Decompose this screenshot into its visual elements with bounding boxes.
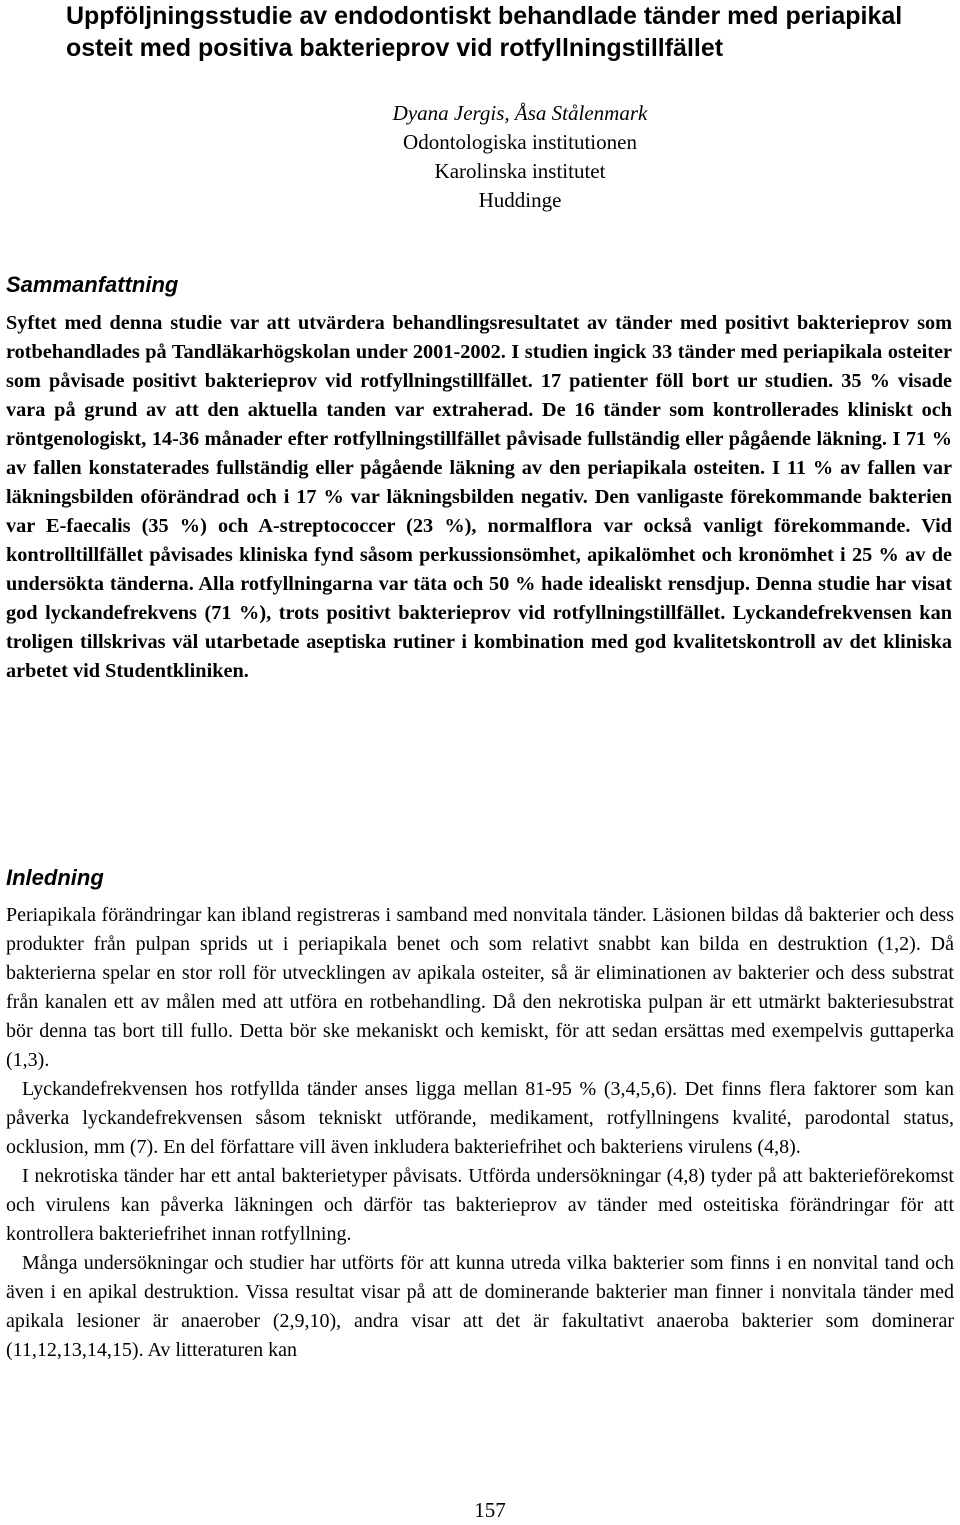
author-names: Dyana Jergis, Åsa Stålenmark [392,101,648,125]
summary-heading: Sammanfattning [6,272,179,297]
paper-title: Uppföljningsstudie av endodontiskt behandlade tänder med periapikal osteit med positiva bakterieprov vid rotfyllningstillfället [66,2,903,62]
introduction-paragraph-3: I nekrotiska tänder har ett antal bakterietyper påvisats. Utförda undersökningar (4,8) tyder på att bakterieförekomst och virulens kan påverka läkningen och därför tas bakterieprov av tänder med osteitiska förändringar för att kontrollera bakteriefrihet innan rotfyllning. [6,1165,954,1245]
author-department: Odontologiska institutionen [403,130,637,154]
introduction-paragraph-1: Periapikala förändringar kan ibland registreras i samband med nonvitala tänder. Läsionen bildas då bakterier och dess produkter från pulpan sprids ut i periapikala benet och som relativt snabbt kan bilda en destruktion (1,2). Då bakterierna spelar en stor roll för utvecklingen av apikala osteiter, så är eliminationen av bakterier och dess substrat från kanalen ett av målen med att utföra en rotbehandling. Då den nekrotiska pulpan är ett utmärkt bakteriesubstrat bör denna tas bort till fullo. Detta bör ske mekaniskt och kemiskt, för att sedan ersättas med exempelvis guttaperka (1,3). [6,904,954,1071]
introduction-heading: Inledning [6,865,104,890]
author-location: Huddinge [478,188,562,212]
page-number: 157 [474,1498,506,1522]
summary-text: Syftet med denna studie var att utvärdera behandlingsresultatet av tänder med positivt bakterieprov som rotbehandlades på Tandläkarhögskolan under 2001-2002. I studien ingick 33 tänder med periapikala osteiter som påvisade positivt bakterieprov vid rotfyllningstillfället. 17 patienter föll bort ur studien. 35 % visade vara på grund av att den aktuella tanden var extraherad. De 16 tänder som kontrollerades kliniskt och röntgenologiskt, 14-36 månader efter rotfyllningstillfället påvisade fullständig eller pågående läkning. I 71 % av fallen konstaterades fullständig eller pågående läkning av den periapikala osteiten. I 11 % av fallen var läkningsbilden oförändrad och i 17 % var läkningsbilden negativ. Den vanligaste förekommande bakterien var E-faecalis (35 %) och A-streptococcer (23 %), normalflora var också vanligt förekommande. Vid kontrolltillfället påvisades kliniska fynd såsom perkussionsömhet, apikalömhet och kronömhet i 25 % av de undersökta tänderna. Alla rotfyllningarna var täta och 50 % hade idealiskt rensdjup. Denna studie har visat god lyckandefrekvens (71 %), trots positivt bakterieprov vid rotfyllningstillfället. Lyckandefrekvensen kan troligen tillskrivas väl utarbetade aseptiska rutiner i kombination med god kvalitetskontroll av det kliniska arbetet vid Studentkliniken. [6,312,952,682]
author-institute: Karolinska institutet [434,159,606,183]
author-block [0,99,960,215]
introduction-paragraph-2: Lyckandefrekvensen hos rotfyllda tänder anses ligga mellan 81-95 % (3,4,5,6). Det finns flera faktorer som kan påverka lyckandefrekvensen såsom tekniskt utförande, medikament, rotfyllningens kvalité, parodontal status, ocklusion, mm (7). En del författare vill även inkludera bakteriefrihet och bakteriens virulens (4,8). [6,1078,954,1158]
introduction-paragraph-4: Många undersökningar och studier har utförts för att kunna utreda vilka bakterier som finns i en nonvital tand och även i en apikal destruktion. Vissa resultat visar på att de dominerande bakterier man finner i nonvitala tänder med apikala lesioner är anaerober (2,9,10), andra visar att det är fakultativt anaeroba bakterier som dominerar (11,12,13,14,15). Av litteraturen kan [6,1252,954,1361]
introduction-body [6,901,954,1365]
